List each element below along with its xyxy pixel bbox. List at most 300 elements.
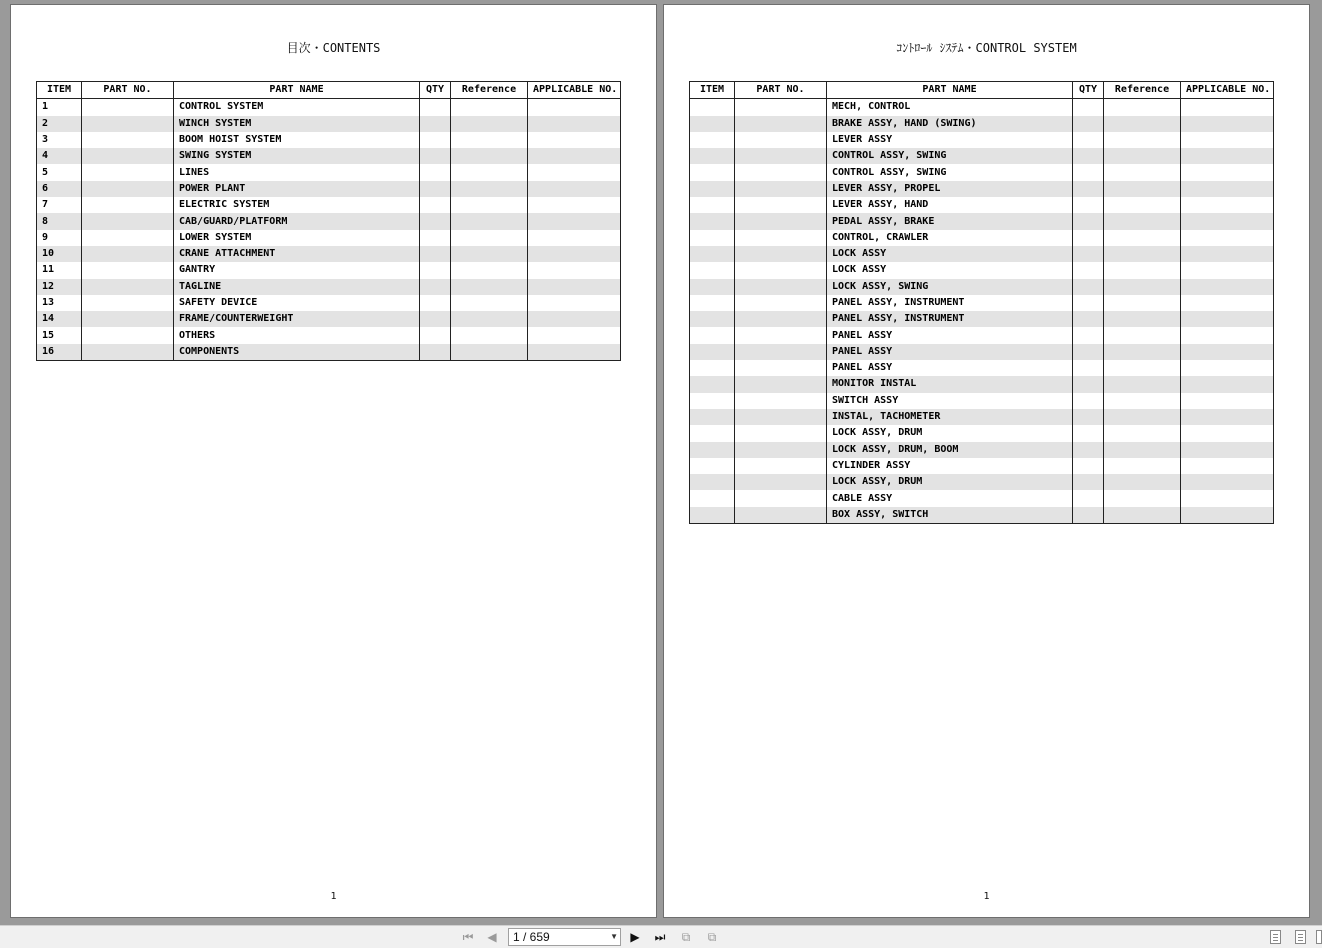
- page-number-input[interactable]: [508, 928, 621, 946]
- part-no-cell: [82, 230, 174, 246]
- part-no-cell: [735, 409, 827, 425]
- qty-cell: [1073, 230, 1104, 246]
- applicable-no-cell: [1181, 295, 1274, 311]
- applicable-no-cell: [1181, 262, 1274, 278]
- table-row: [37, 246, 621, 262]
- applicable-no-cell: [1181, 458, 1274, 474]
- applicable-no-cell: [528, 344, 621, 361]
- table-header-row: [690, 82, 1274, 99]
- item-cell: 11: [37, 262, 82, 278]
- table-row: [37, 99, 621, 116]
- item-cell: 9: [37, 230, 82, 246]
- table-row: [37, 295, 621, 311]
- column-header-reference: Reference: [1104, 82, 1181, 99]
- reference-cell: [1104, 262, 1181, 278]
- part-no-cell: [735, 181, 827, 197]
- table-row: [37, 344, 621, 361]
- applicable-no-cell: [1181, 474, 1274, 490]
- applicable-no-cell: [1181, 213, 1274, 229]
- reference-cell: [1104, 490, 1181, 506]
- part-name-cell: LOCK ASSY: [827, 262, 1073, 278]
- qty-cell: [420, 213, 451, 229]
- column-header-applicable-no: APPLICABLE NO.: [1181, 82, 1274, 99]
- part-no-cell: [735, 507, 827, 524]
- qty-cell: [1073, 344, 1104, 360]
- qty-cell: [1073, 164, 1104, 180]
- table-row: [690, 409, 1274, 425]
- reference-cell: [1104, 360, 1181, 376]
- qty-cell: [1073, 360, 1104, 376]
- item-cell: 2: [37, 116, 82, 132]
- item-cell: [690, 213, 735, 229]
- applicable-no-cell: [1181, 393, 1274, 409]
- applicable-no-cell: [528, 164, 621, 180]
- part-name-cell: CONTROL, CRAWLER: [827, 230, 1073, 246]
- column-header-reference: Reference: [451, 82, 528, 99]
- facing-view-icon[interactable]: [1316, 930, 1322, 944]
- part-no-cell: [82, 99, 174, 116]
- qty-cell: [420, 262, 451, 278]
- table-row: [690, 295, 1274, 311]
- item-cell: 4: [37, 148, 82, 164]
- qty-cell: [1073, 490, 1104, 506]
- table-row: [37, 181, 621, 197]
- reference-cell: [451, 311, 528, 327]
- reference-cell: [1104, 132, 1181, 148]
- reference-cell: [1104, 393, 1181, 409]
- reference-cell: [1104, 116, 1181, 132]
- reference-cell: [1104, 279, 1181, 295]
- go-forward-view-icon[interactable]: ⧉: [707, 929, 717, 944]
- applicable-no-cell: [1181, 360, 1274, 376]
- applicable-no-cell: [1181, 409, 1274, 425]
- qty-cell: [1073, 311, 1104, 327]
- reference-cell: [451, 148, 528, 164]
- column-header-qty: QTY: [420, 82, 451, 99]
- item-cell: [690, 116, 735, 132]
- applicable-no-cell: [1181, 164, 1274, 180]
- part-no-cell: [82, 197, 174, 213]
- qty-cell: [1073, 425, 1104, 441]
- reference-cell: [451, 279, 528, 295]
- part-name-cell: CONTROL ASSY, SWING: [827, 148, 1073, 164]
- table-row: [690, 442, 1274, 458]
- qty-cell: [1073, 213, 1104, 229]
- part-name-cell: LEVER ASSY: [827, 132, 1073, 148]
- column-header-part-no: PART NO.: [735, 82, 827, 99]
- table-row: [690, 474, 1274, 490]
- table-row: [690, 132, 1274, 148]
- part-name-cell: LOCK ASSY, DRUM: [827, 425, 1073, 441]
- item-cell: [690, 474, 735, 490]
- applicable-no-cell: [528, 181, 621, 197]
- part-no-cell: [735, 376, 827, 392]
- part-name-cell: LOWER SYSTEM: [174, 230, 420, 246]
- reference-cell: [1104, 442, 1181, 458]
- part-name-cell: PANEL ASSY: [827, 344, 1073, 360]
- column-header-item: ITEM: [37, 82, 82, 99]
- part-no-cell: [735, 230, 827, 246]
- qty-cell: [420, 181, 451, 197]
- table-row: [690, 344, 1274, 360]
- qty-cell: [1073, 148, 1104, 164]
- table-row: [690, 458, 1274, 474]
- part-name-cell: LINES: [174, 164, 420, 180]
- part-name-cell: INSTAL, TACHOMETER: [827, 409, 1073, 425]
- part-name-cell: ELECTRIC SYSTEM: [174, 197, 420, 213]
- navigation-toolbar: [0, 925, 1322, 948]
- part-name-cell: SAFETY DEVICE: [174, 295, 420, 311]
- applicable-no-cell: [1181, 311, 1274, 327]
- item-cell: 13: [37, 295, 82, 311]
- applicable-no-cell: [1181, 132, 1274, 148]
- reference-cell: [451, 181, 528, 197]
- item-cell: [690, 132, 735, 148]
- part-no-cell: [82, 132, 174, 148]
- qty-cell: [1073, 181, 1104, 197]
- reference-cell: [451, 99, 528, 116]
- reference-cell: [451, 164, 528, 180]
- qty-cell: [420, 148, 451, 164]
- part-name-cell: CYLINDER ASSY: [827, 458, 1073, 474]
- qty-cell: [420, 327, 451, 343]
- go-back-view-icon[interactable]: ⧉: [681, 929, 691, 944]
- qty-cell: [1073, 458, 1104, 474]
- item-cell: 5: [37, 164, 82, 180]
- table-row: [37, 132, 621, 148]
- reference-cell: [1104, 181, 1181, 197]
- table-row: [37, 164, 621, 180]
- table-row: [37, 116, 621, 132]
- column-header-part-no: PART NO.: [82, 82, 174, 99]
- item-cell: [690, 262, 735, 278]
- applicable-no-cell: [1181, 99, 1274, 116]
- part-name-cell: CRANE ATTACHMENT: [174, 246, 420, 262]
- part-no-cell: [735, 262, 827, 278]
- part-no-cell: [735, 344, 827, 360]
- part-no-cell: [82, 164, 174, 180]
- table-row: [690, 311, 1274, 327]
- qty-cell: [420, 295, 451, 311]
- reference-cell: [1104, 425, 1181, 441]
- qty-cell: [1073, 132, 1104, 148]
- applicable-no-cell: [1181, 246, 1274, 262]
- column-header-item: ITEM: [690, 82, 735, 99]
- part-name-cell: POWER PLANT: [174, 181, 420, 197]
- part-no-cell: [82, 344, 174, 361]
- right-document-page: [663, 4, 1310, 918]
- part-name-cell: PANEL ASSY: [827, 360, 1073, 376]
- item-cell: 3: [37, 132, 82, 148]
- table-row: [37, 327, 621, 343]
- part-name-cell: PEDAL ASSY, BRAKE: [827, 213, 1073, 229]
- qty-cell: [420, 246, 451, 262]
- table-row: [690, 262, 1274, 278]
- qty-cell: [420, 164, 451, 180]
- table-row: [690, 425, 1274, 441]
- part-no-cell: [735, 311, 827, 327]
- part-no-cell: [82, 311, 174, 327]
- table-row: [690, 507, 1274, 524]
- part-no-cell: [735, 213, 827, 229]
- reference-cell: [451, 262, 528, 278]
- part-no-cell: [735, 148, 827, 164]
- reference-cell: [451, 327, 528, 343]
- column-header-applicable-no: APPLICABLE NO.: [528, 82, 621, 99]
- part-name-cell: CONTROL ASSY, SWING: [827, 164, 1073, 180]
- applicable-no-cell: [528, 213, 621, 229]
- qty-cell: [420, 132, 451, 148]
- item-cell: [690, 327, 735, 343]
- part-name-cell: PANEL ASSY: [827, 327, 1073, 343]
- qty-cell: [420, 279, 451, 295]
- applicable-no-cell: [1181, 376, 1274, 392]
- applicable-no-cell: [1181, 279, 1274, 295]
- applicable-no-cell: [1181, 230, 1274, 246]
- table-header-row: [37, 82, 621, 99]
- part-name-cell: FRAME/COUNTERWEIGHT: [174, 311, 420, 327]
- part-name-cell: WINCH SYSTEM: [174, 116, 420, 132]
- qty-cell: [420, 344, 451, 361]
- part-name-cell: LOCK ASSY, DRUM, BOOM: [827, 442, 1073, 458]
- qty-cell: [420, 99, 451, 116]
- table-row: [690, 246, 1274, 262]
- table-row: [690, 279, 1274, 295]
- single-page-view-icon[interactable]: [1270, 930, 1281, 944]
- item-cell: [690, 490, 735, 506]
- item-cell: [690, 376, 735, 392]
- part-no-cell: [735, 295, 827, 311]
- part-name-cell: MONITOR INSTAL: [827, 376, 1073, 392]
- part-no-cell: [82, 279, 174, 295]
- left-document-page: [10, 4, 657, 918]
- part-name-cell: BOOM HOIST SYSTEM: [174, 132, 420, 148]
- part-no-cell: [735, 279, 827, 295]
- table-row: [37, 197, 621, 213]
- qty-cell: [1073, 279, 1104, 295]
- last-page-icon[interactable]: ⏭: [654, 929, 666, 944]
- applicable-no-cell: [528, 99, 621, 116]
- reference-cell: [1104, 344, 1181, 360]
- item-cell: [690, 181, 735, 197]
- part-name-cell: BRAKE ASSY, HAND (SWING): [827, 116, 1073, 132]
- qty-cell: [1073, 442, 1104, 458]
- part-name-cell: CONTROL SYSTEM: [174, 99, 420, 116]
- part-no-cell: [735, 458, 827, 474]
- qty-cell: [1073, 295, 1104, 311]
- applicable-no-cell: [1181, 507, 1274, 524]
- part-no-cell: [82, 148, 174, 164]
- page-title: ｺﾝﾄﾛｰﾙ ｼｽﾃﾑ・CONTROL SYSTEM: [896, 41, 1077, 55]
- qty-cell: [1073, 327, 1104, 343]
- table-row: [37, 213, 621, 229]
- part-name-cell: LOCK ASSY, DRUM: [827, 474, 1073, 490]
- item-cell: [690, 425, 735, 441]
- qty-cell: [1073, 474, 1104, 490]
- part-name-cell: PANEL ASSY, INSTRUMENT: [827, 311, 1073, 327]
- item-cell: 10: [37, 246, 82, 262]
- applicable-no-cell: [528, 262, 621, 278]
- item-cell: 16: [37, 344, 82, 361]
- applicable-no-cell: [1181, 344, 1274, 360]
- part-name-cell: GANTRY: [174, 262, 420, 278]
- part-name-cell: LEVER ASSY, HAND: [827, 197, 1073, 213]
- column-header-part-name: PART NAME: [174, 82, 420, 99]
- reference-cell: [1104, 213, 1181, 229]
- part-no-cell: [735, 132, 827, 148]
- prev-page-icon[interactable]: ◀: [487, 930, 497, 944]
- part-no-cell: [82, 295, 174, 311]
- item-cell: [690, 507, 735, 524]
- applicable-no-cell: [1181, 425, 1274, 441]
- qty-cell: [1073, 99, 1104, 116]
- part-name-cell: COMPONENTS: [174, 344, 420, 361]
- page-title: 目次・CONTENTS: [286, 41, 381, 55]
- reference-cell: [1104, 327, 1181, 343]
- applicable-no-cell: [1181, 327, 1274, 343]
- part-no-cell: [82, 181, 174, 197]
- applicable-no-cell: [528, 327, 621, 343]
- reference-cell: [451, 230, 528, 246]
- table-row: [690, 197, 1274, 213]
- table-row: [690, 116, 1274, 132]
- part-name-cell: LEVER ASSY, PROPEL: [827, 181, 1073, 197]
- applicable-no-cell: [528, 230, 621, 246]
- item-cell: [690, 344, 735, 360]
- table-row: [690, 99, 1274, 116]
- part-no-cell: [82, 262, 174, 278]
- applicable-no-cell: [528, 279, 621, 295]
- part-no-cell: [735, 360, 827, 376]
- item-cell: [690, 246, 735, 262]
- item-cell: 12: [37, 279, 82, 295]
- applicable-no-cell: [528, 197, 621, 213]
- part-no-cell: [735, 246, 827, 262]
- qty-cell: [1073, 246, 1104, 262]
- item-cell: [690, 442, 735, 458]
- continuous-view-icon[interactable]: [1295, 930, 1306, 944]
- part-no-cell: [82, 116, 174, 132]
- part-name-cell: OTHERS: [174, 327, 420, 343]
- part-name-cell: PANEL ASSY, INSTRUMENT: [827, 295, 1073, 311]
- applicable-no-cell: [1181, 148, 1274, 164]
- next-page-icon[interactable]: ▶: [630, 930, 640, 944]
- part-name-cell: SWITCH ASSY: [827, 393, 1073, 409]
- reference-cell: [1104, 246, 1181, 262]
- part-name-cell: CABLE ASSY: [827, 490, 1073, 506]
- part-no-cell: [82, 327, 174, 343]
- table-row: [690, 327, 1274, 343]
- reference-cell: [1104, 409, 1181, 425]
- item-cell: [690, 148, 735, 164]
- part-no-cell: [735, 393, 827, 409]
- applicable-no-cell: [528, 295, 621, 311]
- part-no-cell: [735, 327, 827, 343]
- page-number: 1: [983, 891, 990, 902]
- contents-table: [36, 81, 621, 361]
- part-name-cell: LOCK ASSY, SWING: [827, 279, 1073, 295]
- applicable-no-cell: [1181, 490, 1274, 506]
- parts-table: [689, 81, 1274, 524]
- applicable-no-cell: [1181, 181, 1274, 197]
- qty-cell: [1073, 409, 1104, 425]
- reference-cell: [1104, 164, 1181, 180]
- item-cell: [690, 295, 735, 311]
- item-cell: 15: [37, 327, 82, 343]
- table-row: [690, 213, 1274, 229]
- applicable-no-cell: [528, 148, 621, 164]
- applicable-no-cell: [528, 116, 621, 132]
- qty-cell: [420, 230, 451, 246]
- first-page-icon[interactable]: ⏮: [462, 929, 474, 944]
- table-row: [690, 393, 1274, 409]
- reference-cell: [451, 116, 528, 132]
- table-row: [690, 181, 1274, 197]
- qty-cell: [1073, 393, 1104, 409]
- item-cell: [690, 458, 735, 474]
- item-cell: [690, 311, 735, 327]
- reference-cell: [451, 132, 528, 148]
- item-cell: [690, 230, 735, 246]
- qty-cell: [1073, 376, 1104, 392]
- reference-cell: [1104, 230, 1181, 246]
- part-no-cell: [735, 425, 827, 441]
- part-no-cell: [735, 164, 827, 180]
- part-name-cell: TAGLINE: [174, 279, 420, 295]
- reference-cell: [451, 197, 528, 213]
- part-no-cell: [735, 197, 827, 213]
- part-no-cell: [735, 116, 827, 132]
- table-row: [37, 311, 621, 327]
- page-number: 1: [330, 891, 337, 902]
- part-name-cell: SWING SYSTEM: [174, 148, 420, 164]
- item-cell: [690, 99, 735, 116]
- item-cell: [690, 164, 735, 180]
- reference-cell: [451, 213, 528, 229]
- part-no-cell: [735, 442, 827, 458]
- table-row: [37, 279, 621, 295]
- item-cell: 6: [37, 181, 82, 197]
- reference-cell: [1104, 474, 1181, 490]
- applicable-no-cell: [1181, 116, 1274, 132]
- applicable-no-cell: [528, 246, 621, 262]
- item-cell: 14: [37, 311, 82, 327]
- item-cell: 7: [37, 197, 82, 213]
- table-row: [690, 490, 1274, 506]
- item-cell: 8: [37, 213, 82, 229]
- qty-cell: [420, 311, 451, 327]
- table-row: [37, 230, 621, 246]
- column-header-qty: QTY: [1073, 82, 1104, 99]
- chevron-down-icon[interactable]: ▼: [610, 932, 618, 941]
- qty-cell: [420, 197, 451, 213]
- applicable-no-cell: [1181, 442, 1274, 458]
- reference-cell: [1104, 148, 1181, 164]
- qty-cell: [1073, 116, 1104, 132]
- item-cell: [690, 197, 735, 213]
- item-cell: [690, 279, 735, 295]
- table-row: [690, 376, 1274, 392]
- qty-cell: [1073, 262, 1104, 278]
- applicable-no-cell: [528, 311, 621, 327]
- qty-cell: [420, 116, 451, 132]
- reference-cell: [1104, 295, 1181, 311]
- reference-cell: [1104, 376, 1181, 392]
- part-name-cell: MECH, CONTROL: [827, 99, 1073, 116]
- table-row: [690, 230, 1274, 246]
- part-name-cell: BOX ASSY, SWITCH: [827, 507, 1073, 524]
- table-row: [690, 164, 1274, 180]
